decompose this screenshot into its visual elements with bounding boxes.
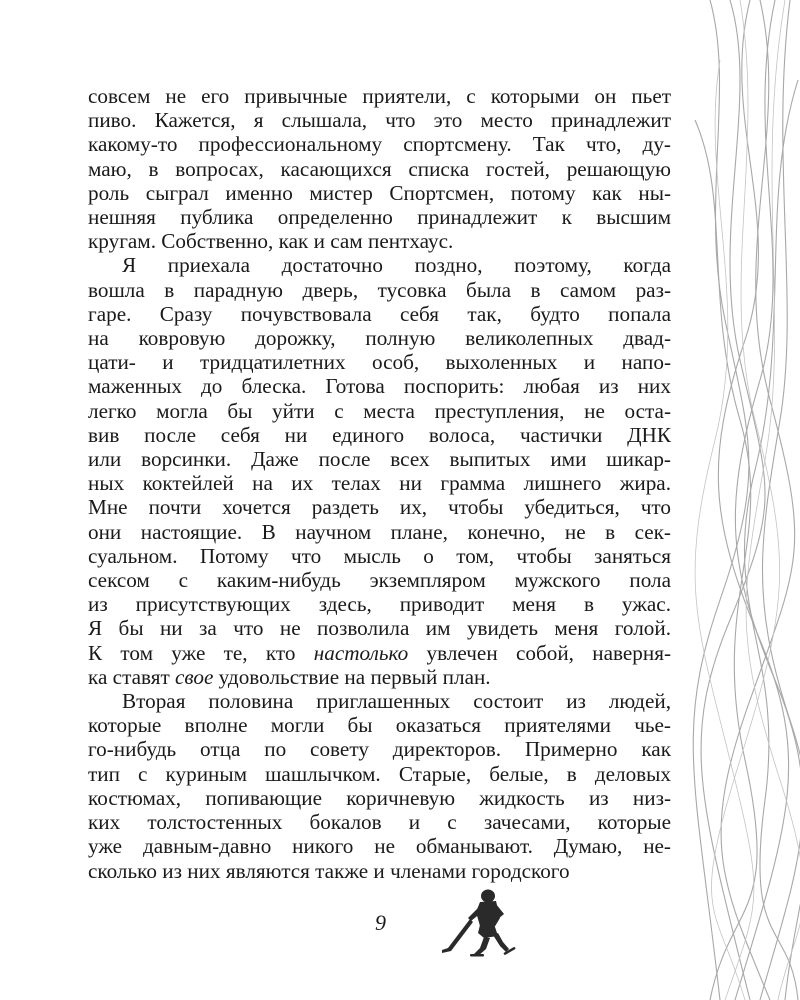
italic-emphasis: настолько	[313, 640, 409, 665]
text-line	[88, 278, 671, 302]
text-segment: сколько из них являются также и членами городского	[88, 858, 570, 883]
italic-emphasis: свое	[175, 664, 214, 689]
text-segment: совсем не его привычные приятели, с которыми он пьет	[88, 84, 671, 108]
text-line	[88, 350, 671, 374]
text-segment: пиво. Кажется, я слышала, что это место принадлежит	[88, 108, 671, 133]
text-line	[88, 471, 671, 495]
text-segment: ных коктейлей на их телах ни грамма лишнего жира.	[88, 471, 671, 496]
text-line	[88, 616, 671, 640]
text-segment: которые вполне могли бы оказаться приятелями чье-	[88, 713, 671, 738]
text-segment: легко могла бы уйти с места преступления, не оста-	[88, 398, 671, 423]
text-line	[88, 737, 671, 761]
text-segment: роль сыграл именно мистер Спортсмен, потому как ны-	[88, 180, 671, 205]
text-segment: ка ставят	[88, 664, 176, 689]
text-line	[88, 592, 671, 616]
text-line	[88, 568, 671, 592]
text-line	[88, 447, 671, 471]
text-segment: сексом с каким-нибудь экземпляром мужского пола	[88, 568, 671, 593]
text-segment: суальном. Потому что мысль о том, чтобы заняться	[88, 543, 671, 568]
text-segment: удовольствие на первый план.	[213, 664, 491, 689]
text-line	[88, 132, 671, 156]
text-line	[88, 205, 671, 229]
text-segment: Я приехала достаточно поздно, поэтому, когда	[122, 253, 671, 278]
text-segment: цати- и тридцатилетних особ, выхоленных и напо-	[88, 350, 671, 375]
text-segment: на ковровую дорожку, полную великолепных двад-	[88, 326, 671, 351]
text-line	[88, 786, 671, 810]
text-line	[88, 713, 671, 737]
page-number: 9	[375, 910, 387, 935]
text-segment: К том уже те, кто	[88, 640, 314, 665]
text-line	[88, 859, 671, 883]
text-segment: Вторая половина приглашенных состоит из людей,	[122, 689, 671, 714]
text-line	[88, 399, 671, 423]
text-segment: маю, в вопросах, касающихся списка гостей, решающую	[88, 156, 671, 181]
text-segment: Мне почти хочется раздеть их, чтобы убедиться, что	[88, 495, 671, 520]
text-line	[88, 689, 671, 713]
text-line	[88, 520, 671, 544]
text-line	[88, 108, 671, 132]
text-line	[88, 374, 671, 398]
text-line	[88, 641, 671, 665]
text-line	[88, 544, 671, 568]
text-line	[88, 762, 671, 786]
hockey-player-icon	[440, 888, 522, 960]
text-segment: кругам. Собственно, как и сам пентхаус.	[88, 229, 454, 254]
text-line	[88, 665, 671, 689]
text-line	[88, 495, 671, 519]
text-segment: увлечен собой, наверня-	[408, 640, 671, 665]
text-segment: какому-то профессиональному спортсмену. Так что, ду-	[88, 132, 671, 157]
text-segment: нешняя публика определенно принадлежит к высшим	[88, 205, 671, 230]
text-segment: вошла в парадную дверь, тусовка была в самом раз-	[88, 277, 671, 302]
text-segment: Я бы ни за что не позволила им увидеть меня голой.	[88, 616, 671, 641]
text-segment: го-нибудь отца по совету директоров. Примерно как	[88, 737, 671, 762]
text-segment: уже давным-давно никого не обманывают. Думаю, не-	[88, 834, 671, 859]
text-line	[88, 181, 671, 205]
decorative-wavy-lines	[690, 0, 800, 1000]
text-line	[88, 253, 671, 277]
text-segment: или ворсинки. Даже после всех выпитых ими шикар-	[88, 447, 671, 472]
text-segment: тип с куриным шашлычком. Старые, белые, в деловых	[88, 761, 671, 786]
text-segment: костюмах, попивающие коричневую жидкость из низ-	[88, 785, 671, 810]
text-segment: гаре. Сразу почувствовала себя так, будто попала	[88, 301, 671, 326]
text-segment: ких толстостенных бокалов и с зачесами, которые	[88, 810, 671, 835]
text-line	[88, 229, 671, 253]
text-line	[88, 84, 671, 108]
text-segment: из присутствующих здесь, приводит меня в ужас.	[88, 592, 671, 617]
text-segment: они настоящие. В научном плане, конечно, не в сек-	[88, 519, 671, 544]
text-line	[88, 834, 671, 858]
body-text	[88, 84, 671, 883]
text-line	[88, 157, 671, 181]
text-segment: вив после себя ни единого волоса, частички ДНК	[88, 422, 671, 447]
text-line	[88, 810, 671, 834]
text-line	[88, 326, 671, 350]
text-line	[88, 423, 671, 447]
text-segment: маженных до блеска. Готова поспорить: любая из них	[88, 374, 671, 399]
text-line	[88, 302, 671, 326]
